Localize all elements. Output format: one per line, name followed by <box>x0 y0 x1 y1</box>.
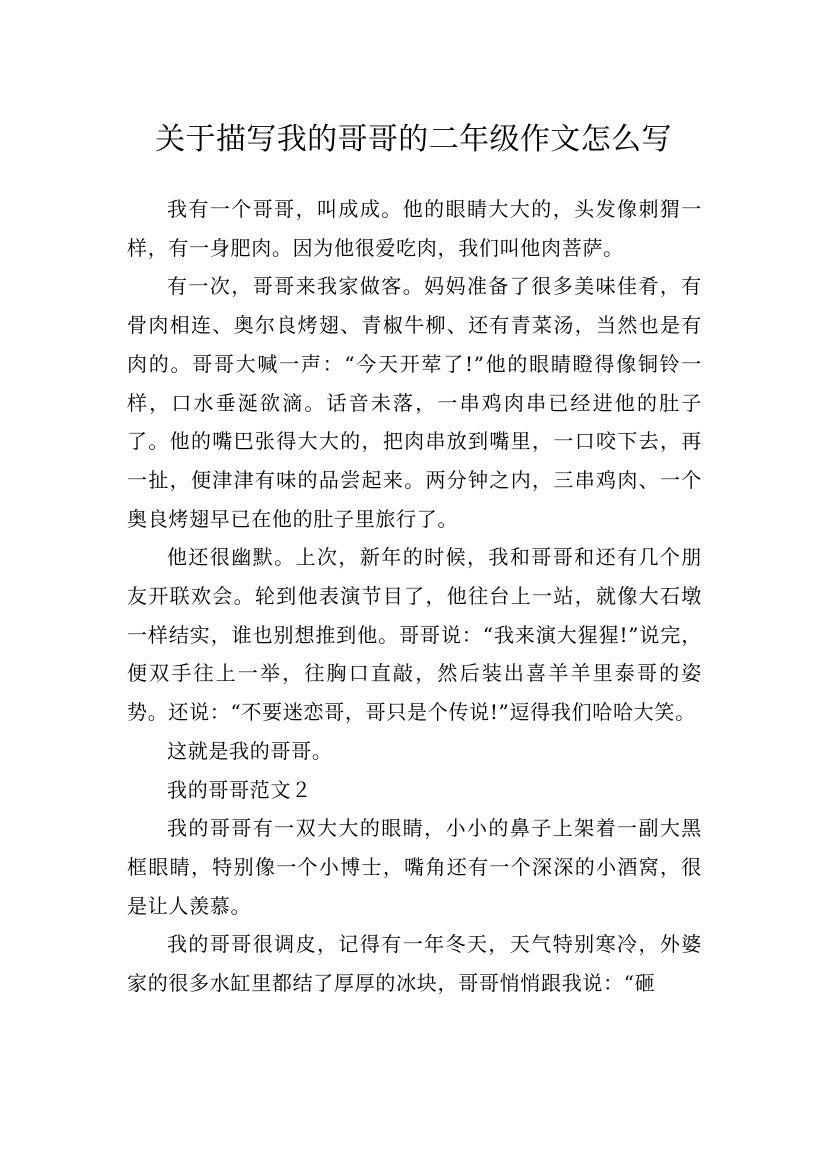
paragraph-conclusion: 这就是我的哥哥。 <box>167 738 333 763</box>
paragraph-winter-story: 我的哥哥很调皮，记得有一年冬天，天气特别寒冷，外婆家的很多水缸里都结了厚厚的冰块，哥哥悄悄跟我说：“砸 <box>127 932 702 996</box>
paragraph-intro: 我有一个哥哥，叫成成。他的眼睛大大的，头发像刺猬一样，有一身肥肉。因为他很爱吃肉，我们叫他肉菩萨。 <box>127 197 702 260</box>
document-title: 关于描写我的哥哥的二年级作文怎么写 <box>155 122 672 158</box>
paragraph-appearance: 我的哥哥有一双大大的眼睛，小小的鼻子上架着一副大黑框眼睛，特别像一个小博士，嘴角还有一个深深的小酒窝，很是让人羡慕。 <box>127 816 702 918</box>
paragraph-humor: 他还很幽默。上次，新年的时候，我和哥哥和还有几个朋友开联欢会。轮到他表演节目了，他往台上一站，就像大石墩一样结实，谁也别想推到他。哥哥说：“我来演大猩猩!”说完，便双手往上一举，往胸口直敲，然后装出喜羊羊里泰哥的姿势。还说：“不要迷恋哥，哥只是个传说!”逗得我们哈哈大笑。 <box>127 545 702 725</box>
paragraph-visit: 有一次，哥哥来我家做客。妈妈准备了很多美味佳肴，有骨肉相连、奥尔良烤翅、青椒牛柳、还有青菜汤，当然也是有肉的。哥哥大喊一声：“今天开荤了!”他的眼睛瞪得像铜铃一样，口水垂涎欲滴。话音未落，一串鸡肉串已经进他的肚子了。他的嘴巴张得大大的，把肉串放到嘴里，一口咬下去，再一扯，便津津有味的品尝起来。两分钟之内，三串鸡肉、一个奥良烤翅早已在他的肚子里旅行了。 <box>127 274 702 531</box>
document-body <box>127 190 702 1003</box>
section-heading-essay-2: 我的哥哥范文２ <box>167 777 312 802</box>
